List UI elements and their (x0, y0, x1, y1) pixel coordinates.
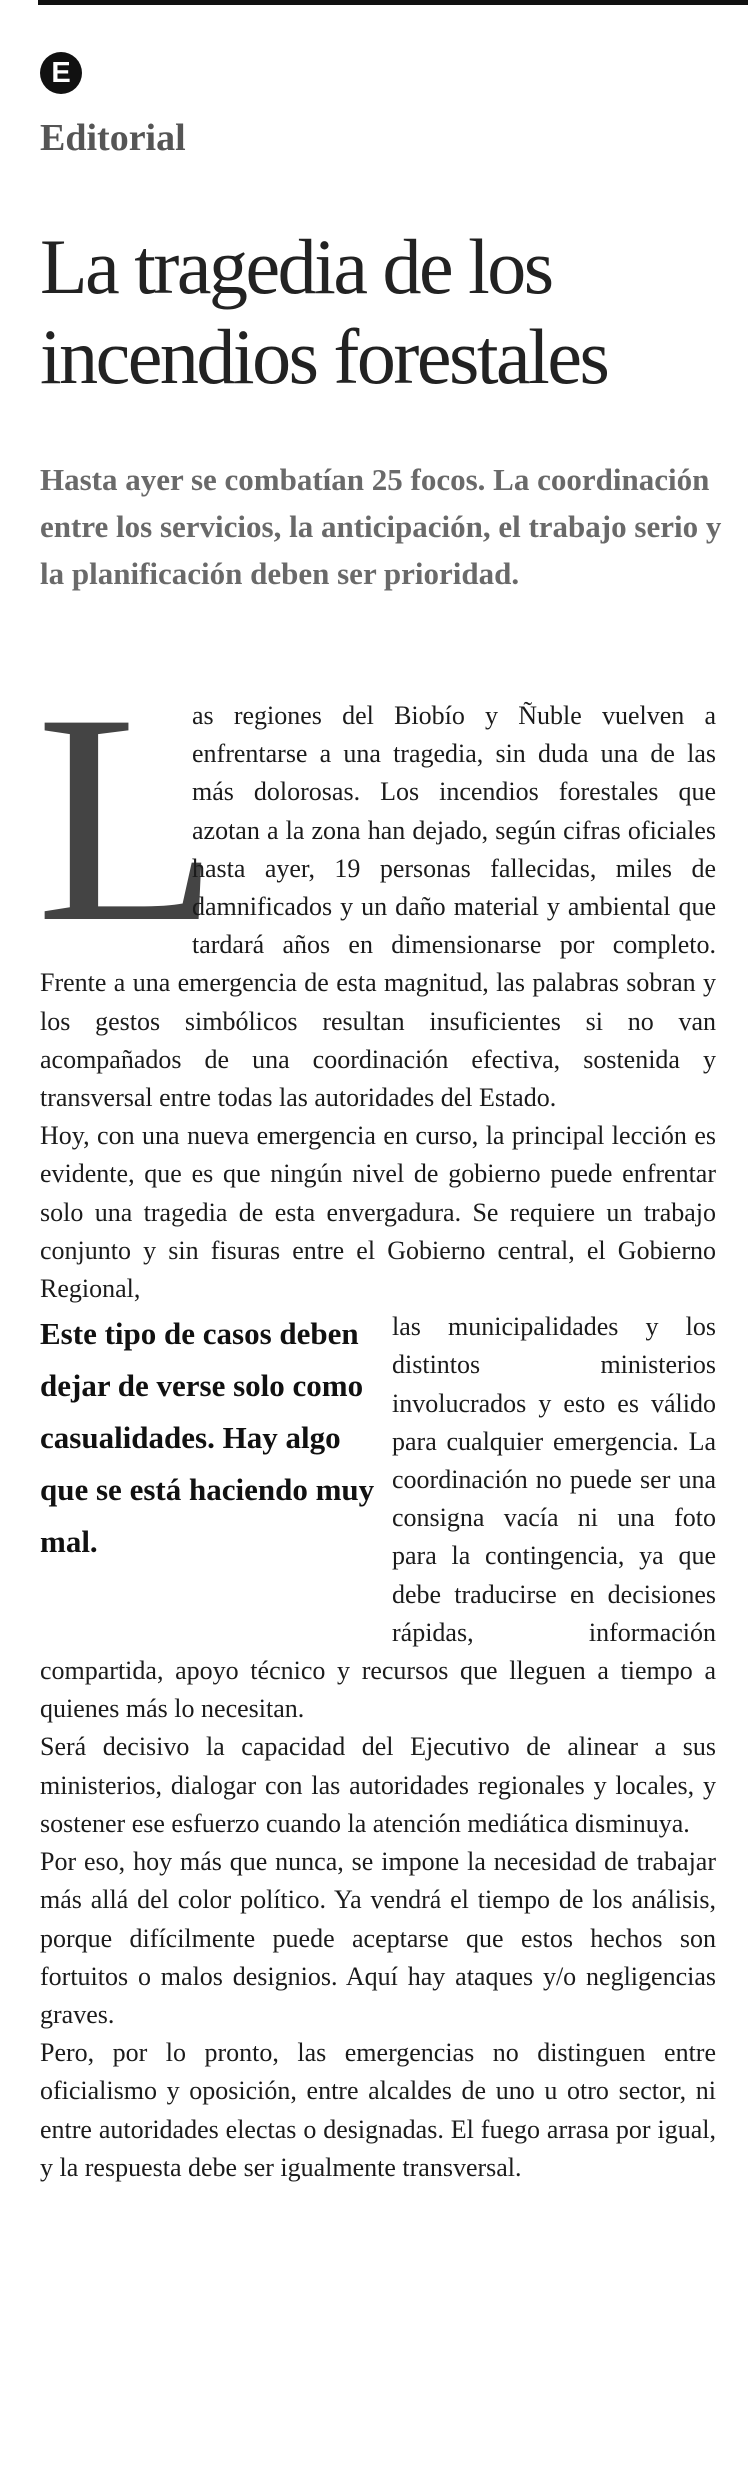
article-body (36, 652, 716, 2187)
paragraph-1 (36, 652, 716, 1117)
paragraph-5: Pero, por lo pronto, las emergencias no distinguen entre oficialismo y oposición, entre alcaldes de uno u otro sector, ni entre autoridades electas o designadas. El fuego arrasa por igual, y la respuesta debe ser igualmente transversal. (40, 2038, 716, 2182)
drop-cap: L (36, 652, 220, 984)
paragraph-1-text: as regiones del Biobío y Ñuble vuelven a enfrentarse a una tragedia, sin duda una de las más dolorosas. Los incendios forestales que azotan a la zona han dejado, según cifras oficiales hasta ayer, 19 personas fallecidas, miles de damnificados y un daño material y ambiental que tardará años en dimensionarse por completo. Frente a una emergencia de esta magnitud, las palabras sobran y los gestos simbólicos resultan insuficientes si no van acompañados de una coordinación efectiva, sostenida y transversal entre todas las autoridades del Estado. (40, 701, 716, 1113)
paragraph-2 (40, 1117, 716, 1308)
paragraph-2-text-b: las municipalidades y los distintos ministerios involucrados y esto es válido para cualquier emergencia. La coordinación no puede ser una consigna vacía ni una foto para la contingencia, ya que debe traducirse en decisiones rápidas, información compartida, apoyo técnico y recursos que lleguen a tiempo a quienes más lo necesitan. (40, 1312, 716, 1724)
deck: Hasta ayer se combatían 25 focos. La coordinación entre los servicios, la anticipación, el trabajo serio y la planificación deben ser prioridad. (40, 462, 722, 591)
section-badge: E (40, 52, 82, 94)
paragraph-3: Será decisivo la capacidad del Ejecutivo de alinear a sus ministerios, dialogar con las autoridades regionales y locales, y sostener ese esfuerzo cuando la atención mediática disminuya. (40, 1732, 716, 1838)
section-label: Editorial (40, 117, 186, 159)
paragraph-2-text-a: Hoy, con una nueva emergencia en curso, la principal lección es evidente, que es que ningún nivel de gobierno puede enfrentar solo una tragedia de esta envergadura. Se requiere un trabajo conjunto y sin fisuras entre el Gobierno central, el Gobierno Regional, (40, 1121, 716, 1304)
top-rule (38, 0, 748, 5)
paragraph-4: Por eso, hoy más que nunca, se impone la necesidad de trabajar más allá del color político. Ya vendrá el tiempo de los análisis, porque difícilmente puede aceptarse que estos hechos son fortuitos o malos designios. Aquí hay ataques y/o negligencias graves. (40, 1847, 716, 2029)
headline: La tragedia de los incendios forestales (40, 223, 608, 400)
pull-quote: Este tipo de casos deben dejar de verse solo como casualidades. Hay algo que se está haciendo muy mal. (40, 1316, 375, 1560)
paragraph-2-continued (40, 1308, 716, 1728)
